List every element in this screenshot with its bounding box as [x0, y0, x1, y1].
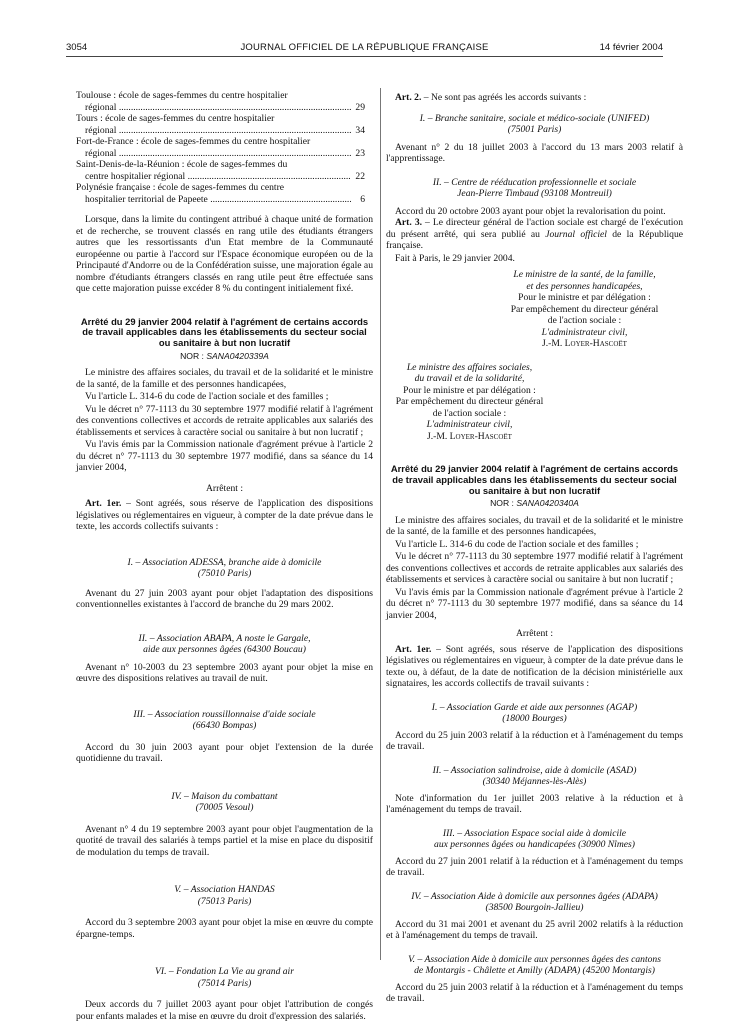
section-heading-line: (66430 Bompas): [192, 720, 257, 732]
left-column: [76, 90, 373, 1022]
school-count: 34: [355, 124, 365, 136]
section-text: Accord du 25 juin 2003 relatif à la réduction et à l'aménagement du temps de travail.: [386, 729, 683, 753]
signatory-name: J.-M. Loyer-Hascoët: [427, 430, 512, 442]
section-heading-line: I. – Branche sanitaire, sociale et médico-sociale (UNIFED): [419, 112, 650, 124]
section-heading-line: II. – Association salindroise, aide à domicile (ASAD): [432, 764, 637, 776]
delegation-line: Pour le ministre et par délégation :: [518, 292, 651, 303]
rejected-section: [386, 177, 683, 218]
section-heading-line: III. – Association roussillonnaise d'aide sociale: [133, 708, 316, 720]
section-heading: [76, 557, 373, 580]
section-text: Avenant n° 10-2003 du 23 septembre 2003 ayant pour objet la mise en œuvre des dispositions relatives au travail de nuit.: [76, 661, 373, 685]
minister-title: Le ministre des affaires sociales,: [406, 361, 533, 373]
page-header: [66, 42, 663, 57]
arretent: Arrêtent :: [515, 628, 554, 640]
section-heading: [386, 702, 683, 725]
section-heading: [386, 177, 683, 200]
school-name: Polynésie française : école de sages-femmes du centre: [76, 182, 285, 193]
delegation-line: Par empêchement du directeur général: [510, 303, 659, 315]
arrete-title: Arrêté du 29 janvier 2004 relatif à l'agrément de certains accords de travail applicables dans les établissements du secteur social ou sanitaire à but non lucratif: [80, 315, 369, 349]
delegation-line: de l'action sociale :: [547, 315, 622, 326]
school-entry: [76, 90, 373, 113]
school-name-cont: régional: [85, 101, 117, 113]
minister-title: du travail et de la solidarité,: [414, 373, 525, 384]
article-3: [386, 217, 683, 252]
school-name: Saint-Denis-de-la-Réunion : école de sages-femmes du: [76, 159, 288, 170]
article-label: Art. 3.: [395, 217, 423, 228]
page-number: 3054: [66, 42, 88, 53]
article-1: [76, 498, 373, 533]
school-entry: [76, 182, 373, 205]
school-name: Fort-de-France : école de sages-femmes du centre hospitalier: [76, 136, 311, 147]
section-heading-line: (75014 Paris): [197, 977, 252, 989]
agreement-section: [386, 828, 683, 879]
section-heading: [76, 791, 373, 814]
fait-a-paris: Fait à Paris, le 29 janvier 2004.: [395, 252, 515, 264]
agreement-section: [386, 765, 683, 816]
article-1: [386, 644, 683, 690]
article-label: Art. 2.: [395, 92, 422, 103]
delegation-line: Par empêchement du directeur général: [395, 396, 544, 407]
journal-title: JOURNAL OFFICIEL DE LA RÉPUBLIQUE FRANÇAISE: [240, 42, 489, 53]
section-text: Accord du 30 juin 2003 ayant pour objet l'extension de la durée quotidienne du travail.: [76, 741, 373, 765]
agreement-section: [76, 633, 373, 685]
section-heading-line: V. – Association Aide à domicile aux personnes âgées des cantons: [408, 953, 661, 965]
school-count: 6: [360, 193, 365, 205]
section-heading-line: (38500 Bourgoin-Jallieu): [485, 902, 584, 914]
agreement-section: [386, 954, 683, 1005]
section-heading-line: II. – Association ABAPA, A noste le Gargale,: [138, 632, 311, 644]
signature-block: [486, 269, 683, 350]
school-count: 23: [355, 147, 365, 159]
school-list: [76, 90, 373, 205]
preamble-paragraph: Vu l'article L. 314-6 du code de l'action sociale et des familles ;: [85, 391, 329, 403]
article-2: [386, 92, 683, 104]
section-heading: [76, 709, 373, 732]
section-heading-line: Jean-Pierre Timbaud (93108 Montreuil): [457, 188, 612, 199]
article-text: – Ne sont pas agréés les accords suivants :: [421, 92, 587, 103]
school-count: 22: [355, 170, 365, 182]
signatory-role: L'administrateur civil,: [426, 419, 513, 430]
preamble-paragraph: Vu le décret n° 77-1113 du 30 septembre 1977 modifié relatif à l'agrément des conventions collectives et accords de retraite applicables aux salariés des établissements et services à caractère social ou sanitaire à but non lucratif ;: [386, 551, 683, 586]
article-text-end: de la République française.: [386, 228, 684, 251]
delegation-line: de l'action sociale :: [432, 407, 507, 419]
agreement-section: [76, 791, 373, 859]
section-heading-line: V. – Association HANDAS: [174, 884, 275, 896]
nor-label: NOR :: [490, 498, 517, 509]
journal-reference: Journal officiel: [545, 228, 607, 240]
section-heading: [76, 884, 373, 907]
section-heading-line: III. – Association Espace social aide à domicile: [442, 827, 627, 839]
nor-reference: [76, 351, 373, 361]
section-heading-line: II. – Centre de rééducation professionnelle et sociale: [432, 176, 637, 188]
school-entry: [76, 136, 373, 159]
nor-code: SANA0420340A: [516, 498, 579, 509]
nor-code: SANA0420339A: [206, 350, 269, 361]
section-text: Accord du 31 mai 2001 et avenant du 25 avril 2002 relatifs à la réduction et à l'aménagement du temps de travail.: [386, 918, 683, 942]
section-text: Accord du 25 juin 2003 relatif à la réduction et à l'aménagement du temps de travail.: [386, 981, 683, 1005]
section-heading-line: (30340 Méjannes-lès-Alès): [482, 776, 587, 788]
section-heading: [386, 954, 683, 977]
issue-date: 14 février 2004: [599, 42, 663, 53]
school-name-cont: centre hospitalier régional: [85, 170, 186, 182]
school-count: 29: [355, 101, 365, 113]
agreement-section: [76, 966, 373, 1022]
section-heading-line: IV. – Association Aide à domicile aux personnes âgées (ADAPA): [411, 890, 658, 902]
section-heading: [386, 765, 683, 788]
signatory-role: L'administrateur civil,: [541, 326, 628, 338]
article-text: – Sont agréés, sous réserve de l'application des dispositions législatives ou réglementaires en vigueur, à compter de la date prévue dans le texte ou, à défaut, de la date de notification de la décision ministérielle aux signataires, les accords collectifs de travail suivants :: [386, 643, 683, 690]
section-heading-line: (18000 Bourges): [502, 713, 567, 725]
nor-label: NOR :: [180, 350, 207, 361]
column-divider: [380, 88, 381, 960]
arrete-title: Arrêté du 29 janvier 2004 relatif à l'agrément de certains accords de travail applicables dans les établissements du secteur social ou sanitaire à but non lucratif: [390, 463, 679, 496]
section-heading-line: de Montargis - Châlette et Amilly (ADAPA) (45200 Montargis): [414, 965, 655, 977]
right-column: [386, 92, 683, 1005]
school-name-cont: régional: [85, 124, 117, 136]
preamble-paragraph: Vu l'article L. 314-6 du code de l'action sociale et des familles ;: [395, 538, 639, 550]
minister-title: Le ministre de la santé, de la famille,: [513, 269, 656, 280]
section-heading: [76, 966, 373, 989]
section-heading-line: IV. – Maison du combattant: [171, 790, 278, 802]
section-heading-line: (70005 Vesoul): [195, 802, 254, 814]
section-heading-line: aide aux personnes âgées (64300 Boucau): [143, 644, 306, 656]
preamble-paragraph: Vu l'avis émis par la Commission nationale d'agrément prévue à l'article 2 du décret n° 77-1113 du 30 septembre 1977 modifié, dans sa séance du 14 janvier 2004,: [76, 439, 373, 474]
nor-reference: [386, 498, 683, 508]
article-label: Art. 1er.: [395, 643, 432, 655]
signatory-name: J.-M. Loyer-Hascoët: [542, 338, 627, 349]
article-text: – Sont agréés, sous réserve de l'application des dispositions législatives ou réglementaires en vigueur, à compter de la date prévue dans le texte, les accords collectifs suivants :: [76, 498, 373, 533]
agreement-section: [386, 702, 683, 753]
preamble-paragraph: Le ministre des affaires sociales, du travail et de la solidarité et le ministre de la santé, de la famille et des personnes handicapées,: [76, 367, 373, 390]
section-heading: [386, 113, 683, 136]
section-text: Deux accords du 7 juillet 2003 ayant pour objet l'attribution de congés pour enfants malades et la mise en œuvre du droit d'expression des salariés.: [76, 999, 373, 1022]
section-text: Accord du 3 septembre 2003 ayant pour objet la mise en œuvre du compte épargne-temps.: [76, 917, 373, 940]
section-text: Avenant du 27 juin 2003 ayant pour objet l'adaptation des dispositions conventionnelles existantes à l'accord de branche du 29 mars 2002.: [76, 587, 373, 611]
preamble-paragraph: Vu le décret n° 77-1113 du 30 septembre 1977 modifié relatif à l'agrément des conventions collectives et accords de retraite applicables aux salariés des établissements et services à caractère social ou sanitaire à but non lucratif ;: [76, 403, 373, 438]
section-heading: [386, 828, 683, 851]
rejected-section: [386, 113, 683, 165]
section-heading: [76, 633, 373, 656]
school-name-cont: régional: [85, 147, 117, 159]
arretent: Arrêtent :: [205, 482, 244, 494]
school-name-cont: hospitalier territorial de Papeete: [85, 193, 208, 205]
section-heading-line: I. – Association ADESSA, branche aide à domicile: [127, 556, 322, 568]
section-heading-line: (75001 Paris): [507, 124, 562, 135]
section-heading-line: I. – Association Garde et aide aux personnes (AGAP): [431, 701, 638, 713]
section-text: Avenant n° 2 du 18 juillet 2003 à l'accord du 13 mars 2003 relatif à l'apprentissage.: [386, 141, 683, 164]
preamble-paragraph: Le ministre des affaires sociales, du travail et de la solidarité et le ministre de la santé, de la famille et des personnes handicapées,: [386, 514, 683, 538]
minister-title: et des personnes handicapées,: [526, 280, 643, 292]
agreement-section: [76, 884, 373, 940]
section-text: Note d'information du 1er juillet 2003 relative à la réduction et à l'aménagement du temps de travail.: [386, 792, 683, 816]
section-heading-line: (75010 Paris): [197, 568, 252, 580]
section-text: Avenant n° 4 du 19 septembre 2003 ayant pour objet l'augmentation de la quotité de travail des salariés à temps partiel et la mise en place du dispositif de modulation du temps de travail.: [76, 823, 373, 858]
agreement-section: [386, 891, 683, 942]
article-label: Art. 1er.: [85, 498, 122, 510]
agreement-section: [76, 557, 373, 611]
section-heading-line: aux personnes âgées ou handicapées (30900 Nîmes): [434, 839, 635, 851]
school-name: Tours : école de sages-femmes du centre hospitalier: [76, 113, 275, 124]
school-name: Toulouse : école de sages-femmes du centre hospitalier: [76, 90, 288, 101]
closing-paragraph: Lorsque, dans la limite du contingent attribué à chaque unité de formation et de recherche, se trouvent classés en rang utile des étudiants étrangers autres que les ressortissants d'un Etat membre de la Communauté européenne ou partie à l'accord sur l'Espace économique européen ou de la Principauté d'Andorre ou de la Confédération suisse, une majoration égale au nombre d'étudiants étrangers classés en rang utile peut être effectuée sans que cette majoration puisse excéder 8 % du contingent initialement fixé.: [76, 214, 373, 294]
school-entry: [76, 159, 373, 182]
article-text: – Le directeur général de l'action sociale est chargé de l'exécution du présent arrêté, qui sera publié au: [386, 217, 683, 240]
agreement-section: [76, 709, 373, 765]
preamble-paragraph: Vu l'avis émis par la Commission nationale d'agrément prévue à l'article 2 du décret n° 77-1113 du 30 septembre 1977 modifié, dans sa séance du 14 janvier 2004,: [386, 586, 683, 621]
section-text: Accord du 27 juin 2001 relatif à la réduction et à l'aménagement du temps de travail.: [386, 855, 683, 879]
section-text: Accord du 20 octobre 2003 ayant pour objet la revalorisation du point.: [395, 205, 666, 217]
section-heading-line: (75013 Paris): [197, 895, 252, 907]
signature-block: [386, 362, 553, 443]
delegation-line: Pour le ministre et par délégation :: [403, 384, 536, 396]
school-entry: [76, 113, 373, 136]
section-heading: [386, 891, 683, 914]
section-heading-line: VI. – Fondation La Vie au grand air: [155, 966, 294, 978]
